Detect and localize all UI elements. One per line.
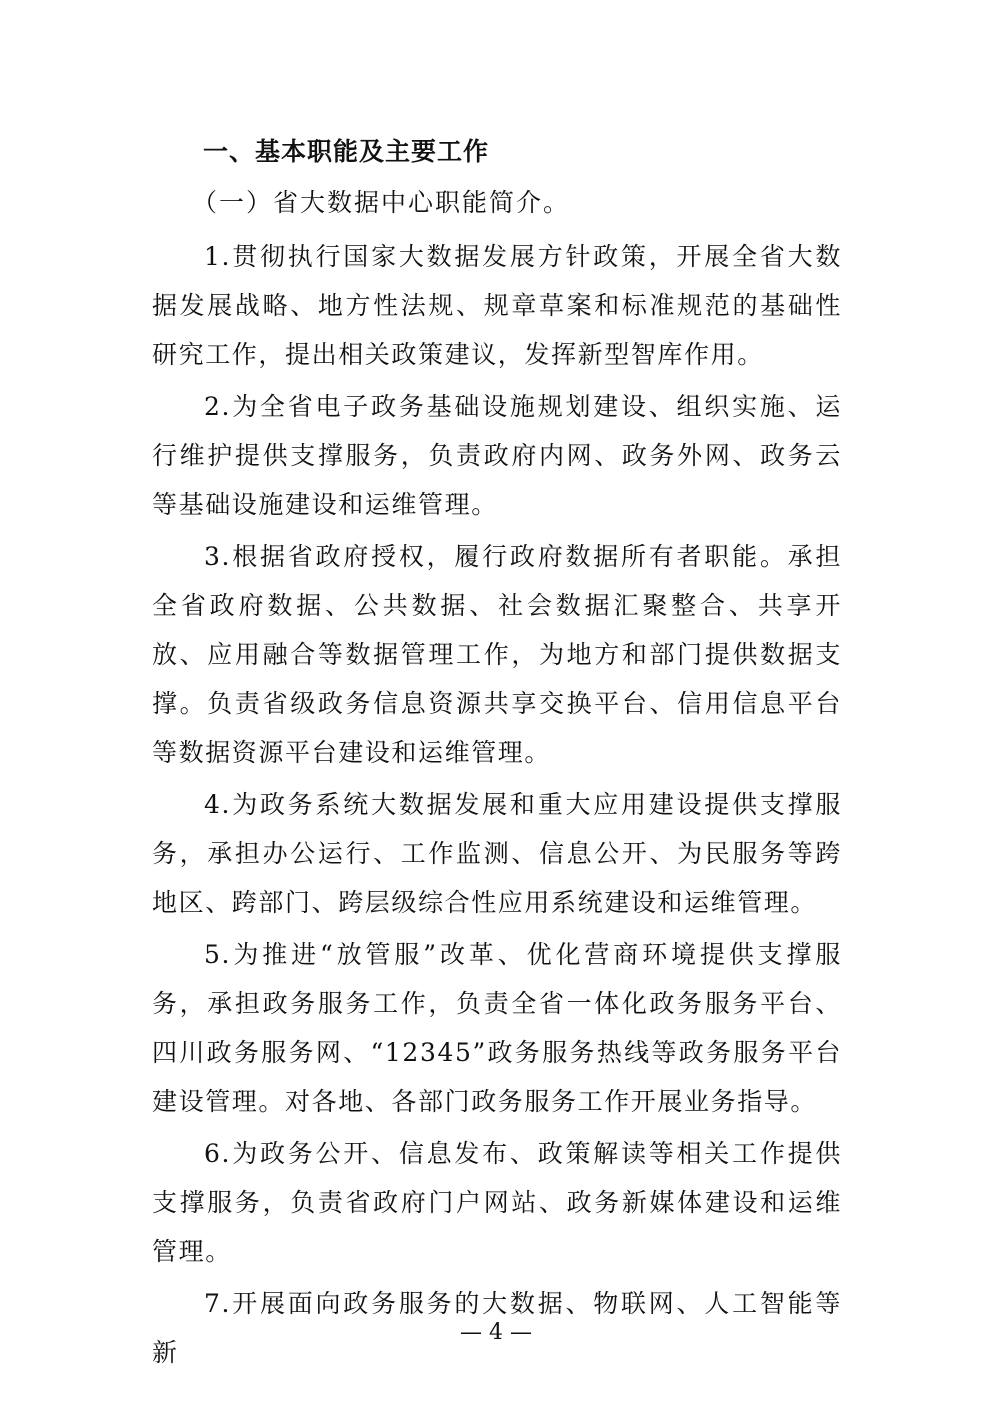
page-number: — 4 — xyxy=(460,1320,532,1345)
paragraph-2: 2.为全省电子政务基础设施规划建设、组织实施、运行维护提供支撑服务，负责政府内网、政务外网、政务云等基础设施建设和运维管理。 xyxy=(152,392,842,519)
paragraph-7: 7.开展面向政务服务的大数据、物联网、人工智能等新 xyxy=(152,1289,842,1367)
paragraph-4: 4.为政务系统大数据发展和重大应用建设提供支撑服务，承担办公运行、工作监测、信息公开、为民服务等跨地区、跨部门、跨层级综合性应用系统建设和运维管理。 xyxy=(152,790,842,917)
paragraph-6: 6.为政务公开、信息发布、政策解读等相关工作提供支撑服务，负责省政府门户网站、政务新媒体建设和运维管理。 xyxy=(152,1139,842,1266)
subsection-heading: （一）省大数据中心职能简介。 xyxy=(192,188,571,217)
body-text xyxy=(152,232,842,1380)
paragraph-3: 3.根据省政府授权，履行政府数据所有者职能。承担全省政府数据、公共数据、社会数据汇聚整合、共享开放、应用融合等数据管理工作，为地方和部门提供数据支撑。负责省级政务信息资源共享交换平台、信用信息平台等数据资源平台建设和运维管理。 xyxy=(152,542,842,767)
section-heading: 一、基本职能及主要工作 xyxy=(203,137,490,166)
paragraph-5: 5.为推进“放管服”改革、优化营商环境提供支撑服务，承担政务服务工作，负责全省一体化政务服务平台、四川政务服务网、“12345”政务服务热线等政务服务平台建设管理。对各地、各部门政务服务工作开展业务指导。 xyxy=(152,940,842,1116)
paragraph-1: 1.贯彻执行国家大数据发展方针政策，开展全省大数据发展战略、地方性法规、规章草案和标准规范的基础性研究工作，提出相关政策建议，发挥新型智库作用。 xyxy=(152,242,842,369)
